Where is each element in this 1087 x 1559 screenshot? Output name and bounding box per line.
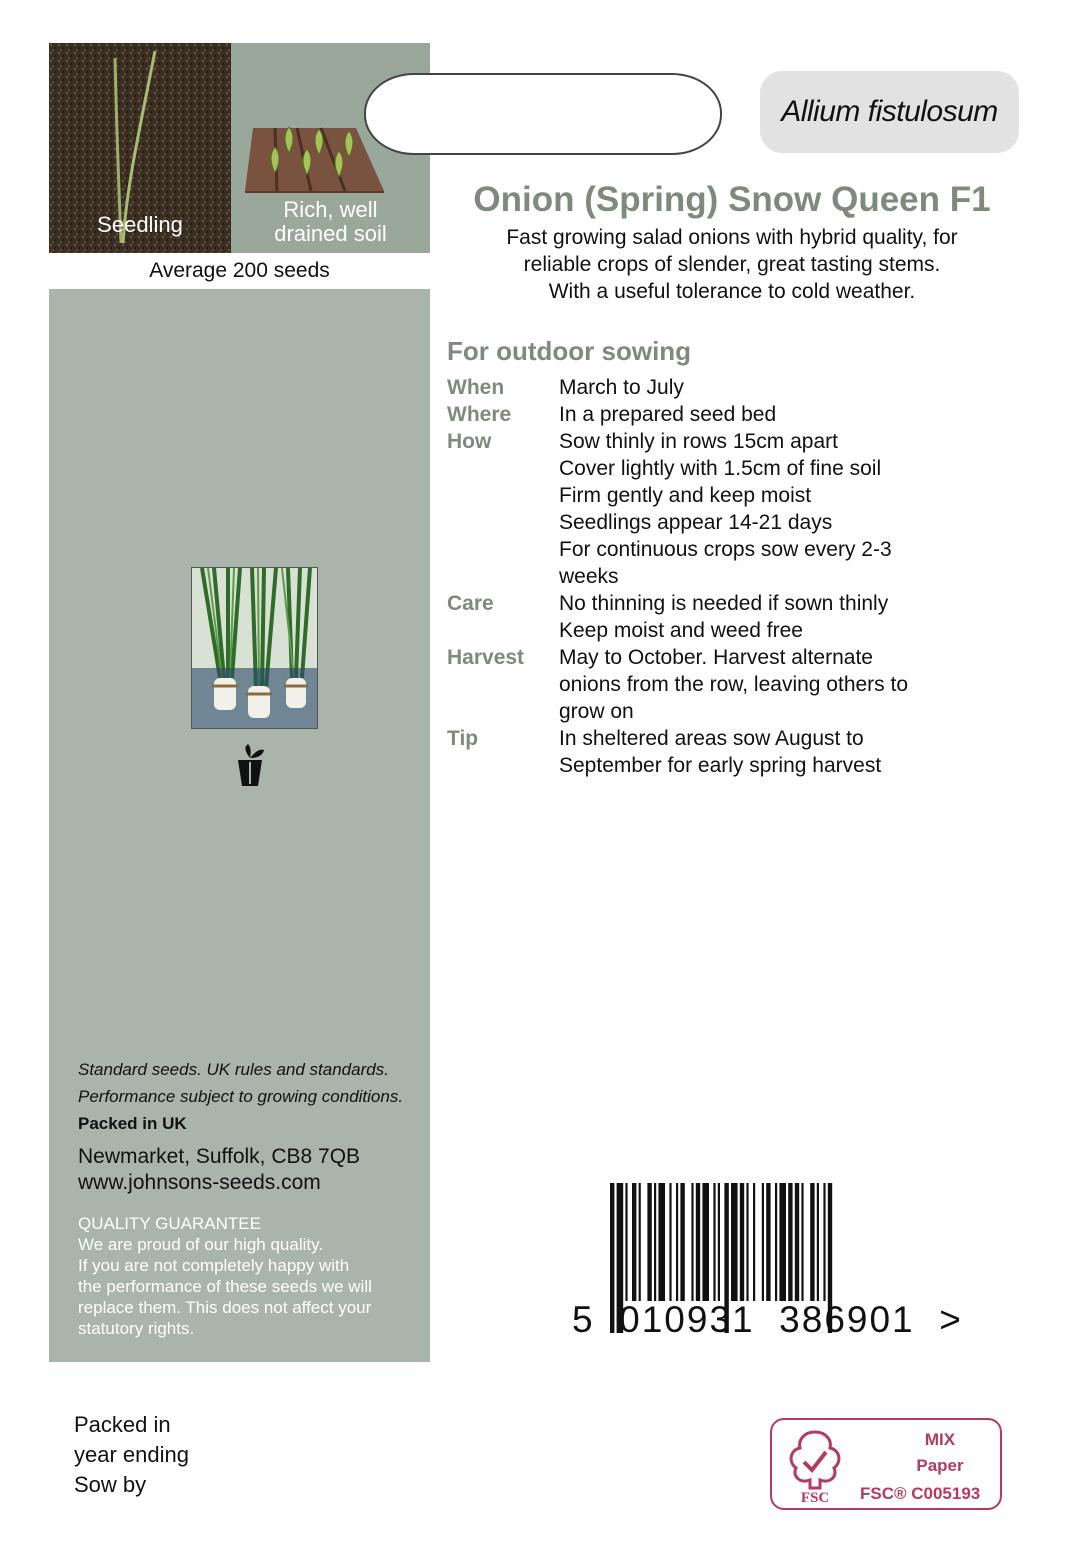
barcode-bar xyxy=(713,1183,715,1301)
guarantee-heading: QUALITY GUARANTEE xyxy=(78,1214,261,1233)
guarantee-line: statutory rights. xyxy=(78,1319,195,1338)
row-text: grow on xyxy=(559,700,634,723)
barcode-bar xyxy=(762,1183,764,1301)
sowing-instructions xyxy=(447,374,1047,779)
barcode-bar xyxy=(740,1183,744,1301)
barcode-bar xyxy=(691,1183,693,1301)
barcode-bar xyxy=(775,1183,777,1301)
row-text: May to October. Harvest alternate xyxy=(559,646,873,669)
performance-note: Performance subject to growing conditions. xyxy=(78,1087,404,1106)
soil-label-line1: Rich, well xyxy=(283,197,378,222)
row-label: How xyxy=(447,430,492,453)
description-line: reliable crops of slender, great tasting stems. xyxy=(523,253,941,276)
guarantee-line: replace them. This does not affect your xyxy=(78,1298,372,1317)
sowing-heading: For outdoor sowing xyxy=(447,336,692,366)
row-text: Cover lightly with 1.5cm of fine soil xyxy=(559,457,882,480)
row-text: March to July xyxy=(559,376,684,399)
address-line: Newmarket, Suffolk, CB8 7QB xyxy=(78,1145,361,1168)
barcode-bar xyxy=(639,1183,641,1301)
row-text: weeks xyxy=(559,565,619,588)
brand-logo xyxy=(230,744,270,794)
standard-seeds-note: Standard seeds. UK rules and standards. xyxy=(78,1060,389,1079)
fsc-certification xyxy=(770,1418,1002,1510)
fsc-logo-text: FSC xyxy=(800,1490,830,1506)
barcode-bar xyxy=(676,1183,678,1301)
row-text: Firm gently and keep moist xyxy=(559,484,812,507)
row-text: In sheltered areas sow August to xyxy=(559,727,864,750)
barcode-bar xyxy=(654,1183,656,1301)
fsc-tree-logo-icon xyxy=(782,1426,848,1506)
row-text: September for early spring harvest xyxy=(559,754,882,777)
description-line: Fast growing salad onions with hybrid quality, for xyxy=(506,226,958,249)
product-title: Onion (Spring) Snow Queen F1 xyxy=(473,180,991,219)
barcode-bar xyxy=(731,1183,738,1301)
packed-in-label: Packed in xyxy=(74,1412,171,1437)
barcode-bar xyxy=(680,1183,684,1301)
barcode-bar xyxy=(795,1183,799,1301)
row-text: Sow thinly in rows 15cm apart xyxy=(559,430,838,453)
row-text: Seedlings appear 14-21 days xyxy=(559,511,833,534)
plant-pot-logo-icon xyxy=(230,744,270,794)
row-text: Keep moist and weed free xyxy=(559,619,803,642)
barcode-bar xyxy=(779,1183,786,1301)
barcode-bar xyxy=(766,1183,770,1301)
fsc-mix: MIX xyxy=(924,1430,956,1449)
barcode-bar xyxy=(669,1183,671,1301)
row-label: Harvest xyxy=(447,646,525,669)
barcode-bar xyxy=(702,1183,709,1301)
row-label: Tip xyxy=(447,727,479,750)
guarantee-line: We are proud of our high quality. xyxy=(78,1235,324,1254)
row-text: For continuous crops sow every 2-3 xyxy=(559,538,892,561)
sowing-row-tip xyxy=(447,725,1047,779)
row-text: No thinning is needed if sown thinly xyxy=(559,592,889,615)
row-label: Care xyxy=(447,592,494,615)
soil-label-line2: drained soil xyxy=(274,221,387,246)
barcode-bar xyxy=(625,1183,627,1301)
sowing-row-care xyxy=(447,590,1047,644)
fsc-code: FSC® C005193 xyxy=(860,1484,981,1503)
barcode-bar xyxy=(753,1183,755,1301)
latin-name: Allium fistulosum xyxy=(781,95,998,128)
row-label: Where xyxy=(447,403,512,426)
packed-info xyxy=(74,1410,189,1500)
sowing-row-harvest xyxy=(447,644,1047,725)
sowing-row-where xyxy=(447,401,1047,428)
seedling-tile xyxy=(49,43,231,253)
packed-in-uk: Packed in UK xyxy=(78,1114,187,1133)
guarantee-line: the performance of these seeds we will xyxy=(78,1277,372,1296)
row-label: When xyxy=(447,376,505,399)
quality-guarantee xyxy=(78,1213,428,1339)
description-line: With a useful tolerance to cold weather. xyxy=(548,280,916,303)
barcode-bar xyxy=(801,1183,803,1301)
barcode-bar xyxy=(696,1183,700,1301)
fsc-paper: Paper xyxy=(916,1456,964,1475)
sow-by-label: Sow by xyxy=(74,1472,147,1497)
guarantee-line: If you are not completely happy with xyxy=(78,1256,350,1275)
seedling-label: Seedling xyxy=(97,212,183,237)
barcode-bar xyxy=(647,1183,651,1301)
barcode-number: 5 010931 386901 > xyxy=(572,1299,963,1340)
blank-label-area xyxy=(364,73,722,155)
seed-count: Average 200 seeds xyxy=(49,253,430,289)
barcode-bar xyxy=(658,1183,665,1301)
barcode-bar xyxy=(788,1183,792,1301)
barcode-bar xyxy=(718,1183,720,1301)
barcode-bar xyxy=(823,1183,825,1301)
barcode-bar xyxy=(817,1183,819,1301)
year-ending-label: year ending xyxy=(74,1442,189,1467)
sowing-row-when xyxy=(447,374,1047,401)
barcode-bar xyxy=(810,1183,814,1301)
barcode-bar xyxy=(632,1183,636,1301)
latin-name-badge xyxy=(760,71,1019,153)
spring-onions-image xyxy=(192,568,317,728)
sowing-row-how xyxy=(447,428,1047,590)
row-text: In a prepared seed bed xyxy=(559,403,777,426)
row-text: onions from the row, leaving others to xyxy=(559,673,909,696)
website-link[interactable]: www.johnsons-seeds.com xyxy=(78,1171,321,1194)
onion-photo xyxy=(191,567,318,729)
product-description xyxy=(432,224,1032,305)
barcode-bar xyxy=(746,1183,748,1301)
